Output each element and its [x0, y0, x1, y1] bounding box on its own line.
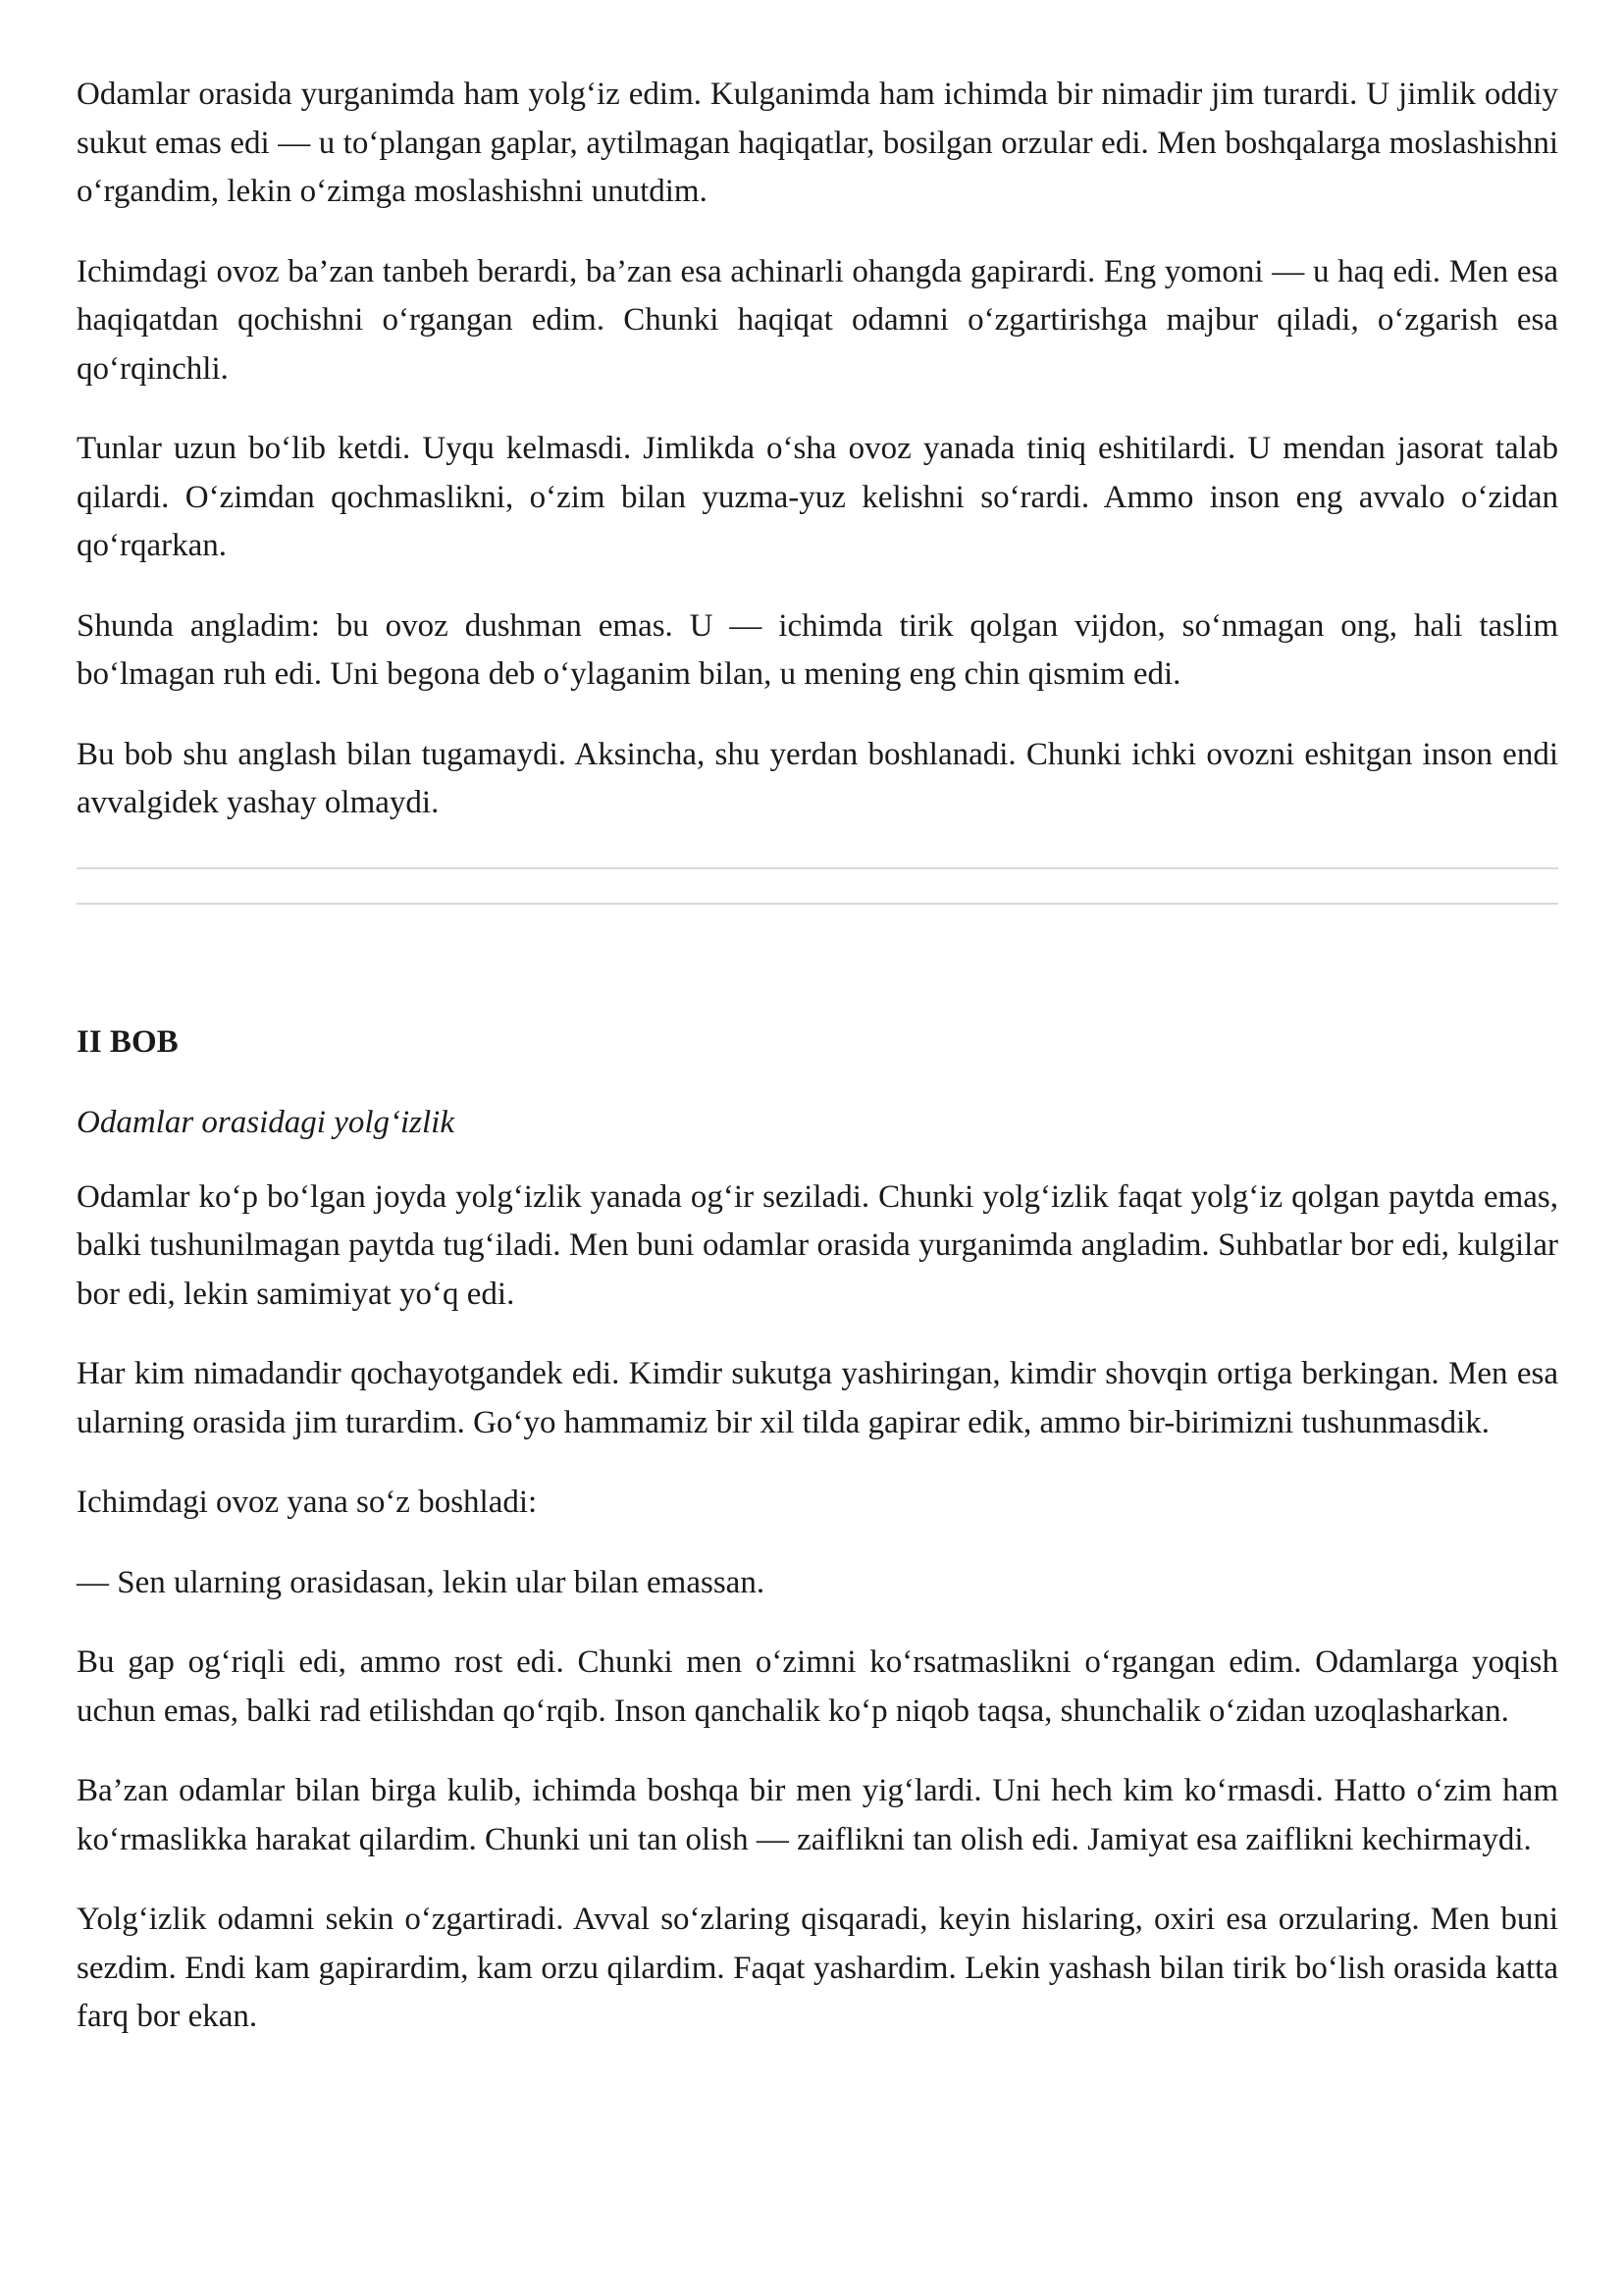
- dialogue-line: — Sen ularning orasidasan, lekin ular bilan emassan.: [77, 1564, 765, 1600]
- chapter-1-ending: [77, 71, 1558, 828]
- chapter-subtitle: Odamlar orasidagi yolg‘izlik: [77, 1105, 454, 1140]
- paragraph: Odamlar orasida yurganimda ham yolg‘iz edim. Kulganimda ham ichimda bir nimadir jim turardi. U jimlik oddiy sukut emas edi — u to‘plangan gaplar, aytilmagan haqiqatlar, bosilgan orzular edi. Men boshqalarga moslashishni o‘rgandim, lekin o‘zimga moslashishni unutdim.: [77, 77, 1558, 209]
- paragraph: Tunlar uzun bo‘lib ketdi. Uyqu kelmasdi. Jimlikda o‘sha ovoz yanada tiniq eshitilardi. U mendan jasorat talab qilardi. O‘zimdan qochmaslikni, o‘zim bilan yuzma-yuz kelishni so‘rardi. Ammo inson eng avvalo o‘zidan qo‘rqarkan.: [77, 431, 1558, 563]
- paragraph: Ba’zan odamlar bilan birga kulib, ichimda boshqa bir men yig‘lardi. Uni hech kim ko‘rmasdi. Hatto o‘zim ham ko‘rmaslikka harakat qilardim. Chunki uni tan olish — zaiflikni tan olish edi. Jamiyat esa zaiflikni kechirmaydi.: [77, 1773, 1558, 1857]
- paragraph: Odamlar ko‘p bo‘lgan joyda yolg‘izlik yanada og‘ir seziladi. Chunki yolg‘izlik faqat yolg‘iz qolgan paytda emas, balki tushunilmagan paytda tug‘iladi. Men buni odamlar orasida yurganimda angladim. Suhbatlar bor edi, kulgilar bor edi, lekin samimiyat yo‘q edi.: [77, 1178, 1558, 1312]
- paragraph: Ichimdagi ovoz ba’zan tanbeh berardi, ba’zan esa achinarli ohangda gapirardi. Eng yomoni — u haq edi. Men esa haqiqatdan qochishni o‘rgangan edim. Chunki haqiqat odamni o‘zgartirishga majbur qiladi, o‘zgarish esa qo‘rqinchli.: [77, 253, 1558, 387]
- paragraph: Ichimdagi ovoz yana so‘z boshladi:: [77, 1485, 538, 1520]
- chapter-heading: II BOB: [77, 1023, 179, 1060]
- paragraph: Shunda angladim: bu ovoz dushman emas. U — ichimda tirik qolgan vijdon, so‘nmagan ong, hali taslim bo‘lmagan ruh edi. Uni begona deb o‘ylaganim bilan, u mening eng chin qismim edi.: [77, 607, 1558, 692]
- paragraph: Bu bob shu anglash bilan tugamaydi. Aksincha, shu yerdan boshlanadi. Chunki ichki ovozni eshitgan inson endi avvalgidek yashay olmaydi.: [77, 736, 1558, 820]
- paragraph: Yolg‘izlik odamni sekin o‘zgartiradi. Avval so‘zlaring qisqaradi, keyin hislaring, oxiri esa orzularing. Men buni sezdim. Endi kam gapirardim, kam orzu qilardim. Faqat yashardim. Lekin yashash bilan tirik bo‘lish orasida katta farq bor ekan.: [77, 1902, 1558, 2034]
- paragraph: Bu gap og‘riqli edi, ammo rost edi. Chunki men o‘zimni ko‘rsatmaslikni o‘rgangan edim. Odamlarga yoqish uchun emas, balki rad etilishdan qo‘rqib. Inson qanchalik ko‘p niqob taqsa, shunchalik o‘zidan uzoqlasharkan.: [77, 1644, 1558, 1729]
- paragraph: Har kim nimadandir qochayotgandek edi. Kimdir sukutga yashiringan, kimdir shovqin ortiga berkingan. Men esa ularning orasida jim turardim. Go‘yo hammamiz bir xil tilda gapirar edik, ammo bir-birimizni tushunmasdik.: [77, 1356, 1558, 1440]
- chapter-2: [77, 1018, 1558, 2042]
- document-page: [77, 71, 1558, 2042]
